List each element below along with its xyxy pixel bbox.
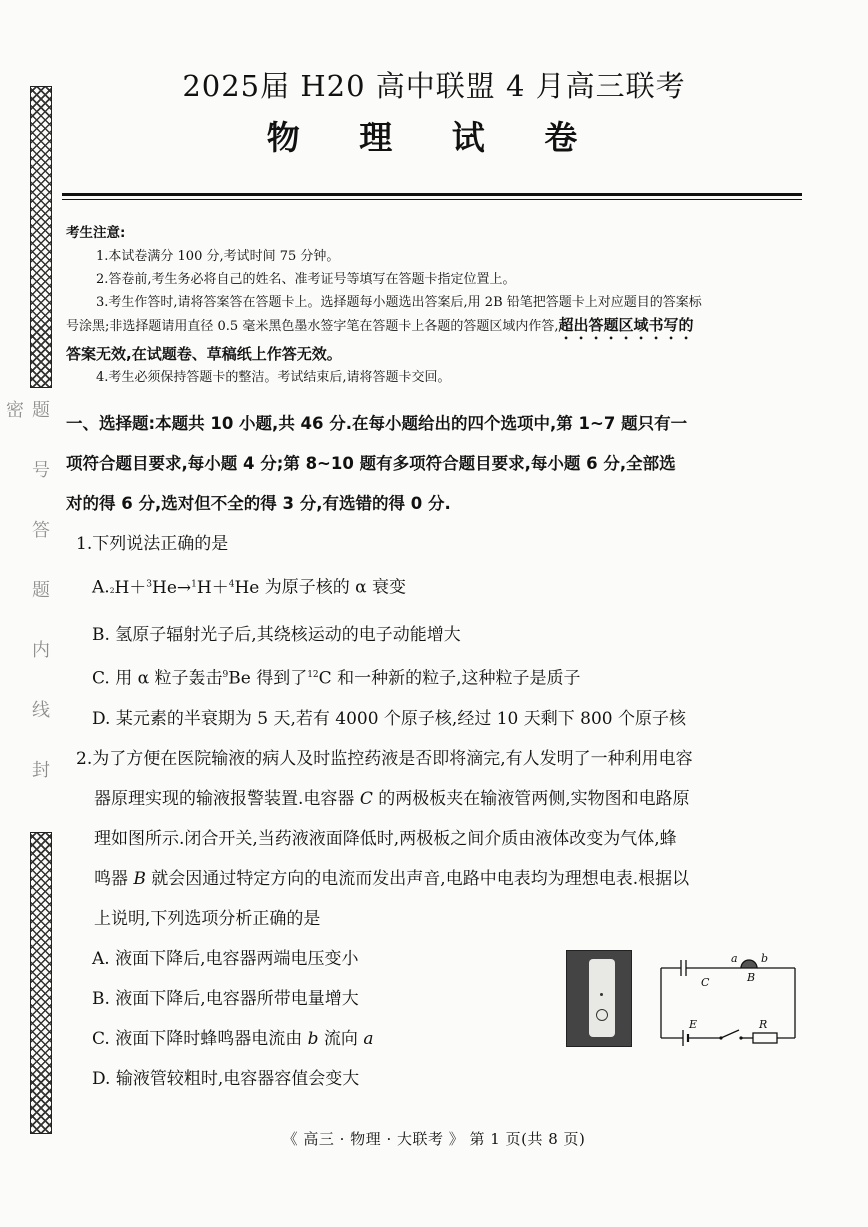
section-heading-line2: 项符合题目要求,每小题 4 分;第 8~10 题有多项符合题目要求,每小题 6 分,全部选	[66, 454, 676, 473]
notice-heading: 考生注意:	[66, 225, 126, 241]
q1-stem: 1.下列说法正确的是	[76, 534, 229, 554]
infusion-tube-image	[589, 959, 615, 1037]
label-resistor-R: R	[759, 1018, 768, 1031]
candidate-notice	[66, 222, 796, 389]
q1-option-a-equation: $_{^2}$H＋$^3$He→$^1$H＋$^4$He	[109, 577, 260, 598]
label-a: a	[731, 952, 738, 965]
q1-option-d: D. 某元素的半衰期为 5 天,若有 4000 个原子核,经过 10 天剩下 800 个原子核	[92, 708, 687, 729]
section-heading-line3: 对的得 6 分,选对但不全的得 3 分,有选错的得 0 分.	[66, 494, 451, 513]
q2-option-a: A. 液面下降后,电容器两端电压变小	[92, 948, 359, 969]
q2-stem-l4: 鸣器 B 就会因通过特定方向的电流而发出声音,电路中电表均为理想电表.根据以	[94, 868, 690, 889]
notice-item-4: 4.考生必须保持答题卡的整洁。考试结束后,请将答题卡交回。	[96, 370, 451, 385]
notice-item-1: 1.本试卷满分 100 分,考试时间 75 分钟。	[96, 249, 340, 264]
label-battery-E: E	[689, 1018, 698, 1031]
q2-option-b: B. 液面下降后,电容器所带电量增大	[92, 988, 359, 1009]
page-footer: 《 高三 · 物理 · 大联考 》 第 1 页(共 8 页)	[282, 1130, 586, 1148]
q1-option-b: B. 氢原子辐射光子后,其绕核运动的电子动能增大	[92, 625, 461, 646]
header-divider	[62, 193, 802, 196]
buzzer-image	[596, 1009, 608, 1021]
notice-item-3-cont: 号涂黑;非选择题请用直径 0.5 毫米黑色墨水签字笔在答题卡上各题的答题区域内作答,超出答题区域书写的	[66, 316, 694, 334]
subject-title: 物 理 试 卷	[266, 118, 602, 157]
exam-title: 2025届 H20 高中联盟 4 月高三联考	[182, 69, 686, 103]
header-divider-thin	[62, 199, 802, 200]
switch-symbol	[721, 1030, 739, 1038]
circuit-diagram	[655, 948, 805, 1048]
q2-option-c: C. 液面下降时蜂鸣器电流由 b 流向 a	[92, 1028, 374, 1049]
q1-option-c: C. 用 α 粒子轰击$^9$Be 得到了$^{12}$C 和一种新的粒子,这种粒子是质子	[92, 668, 581, 689]
q1-option-a: $A._{^2}H+^3He\to^1H+^4He$ 为原子核的 α 衰变	[92, 577, 407, 598]
notice-emphasis-1: 超出答题区域书写的	[558, 316, 694, 334]
notice-emphasis-2: 答案无效,在试题卷、草稿纸上作答无效。	[66, 345, 342, 363]
notice-item-2: 2.答卷前,考生务必将自己的姓名、准考证号等填写在答题卡指定位置上。	[96, 272, 516, 287]
notice-item-3: 3.考生作答时,请将答案答在答题卡上。选择题每小题选出答案后,用 2B 铅笔把答题卡上对应题目的答案标	[96, 295, 702, 310]
section-heading-line1: 一、选择题:本题共 10 小题,共 46 分.在每小题给出的四个选项中,第 1~7 题只有一	[66, 414, 688, 433]
q2-stem-l1: 2.为了方便在医院输液的病人及时监控药液是否即将滴完,有人发明了一种利用电容	[76, 748, 693, 769]
label-b: b	[761, 952, 769, 965]
buzzer-symbol	[741, 960, 757, 968]
label-capacitor-C: C	[701, 976, 710, 989]
device-photo	[566, 950, 632, 1047]
q2-stem-l3: 理如图所示.闭合开关,当药液液面降低时,两极板之间介质由液体改变为气体,蜂	[94, 828, 677, 849]
indicator-dot	[600, 993, 603, 996]
q2-stem-l2: 器原理实现的输液报警装置.电容器 C 的两极板夹在输液管两侧,实物图和电路原	[94, 788, 690, 809]
q2-stem-l5: 上说明,下列选项分析正确的是	[94, 908, 321, 929]
resistor-symbol	[753, 1033, 777, 1043]
label-buzzer-B: B	[747, 971, 756, 984]
binding-side-text: 题号答题内线封密	[3, 400, 50, 820]
binding-pattern-bottom	[30, 832, 52, 1134]
q2-option-d: D. 输液管较粗时,电容器容值会变大	[92, 1068, 360, 1089]
